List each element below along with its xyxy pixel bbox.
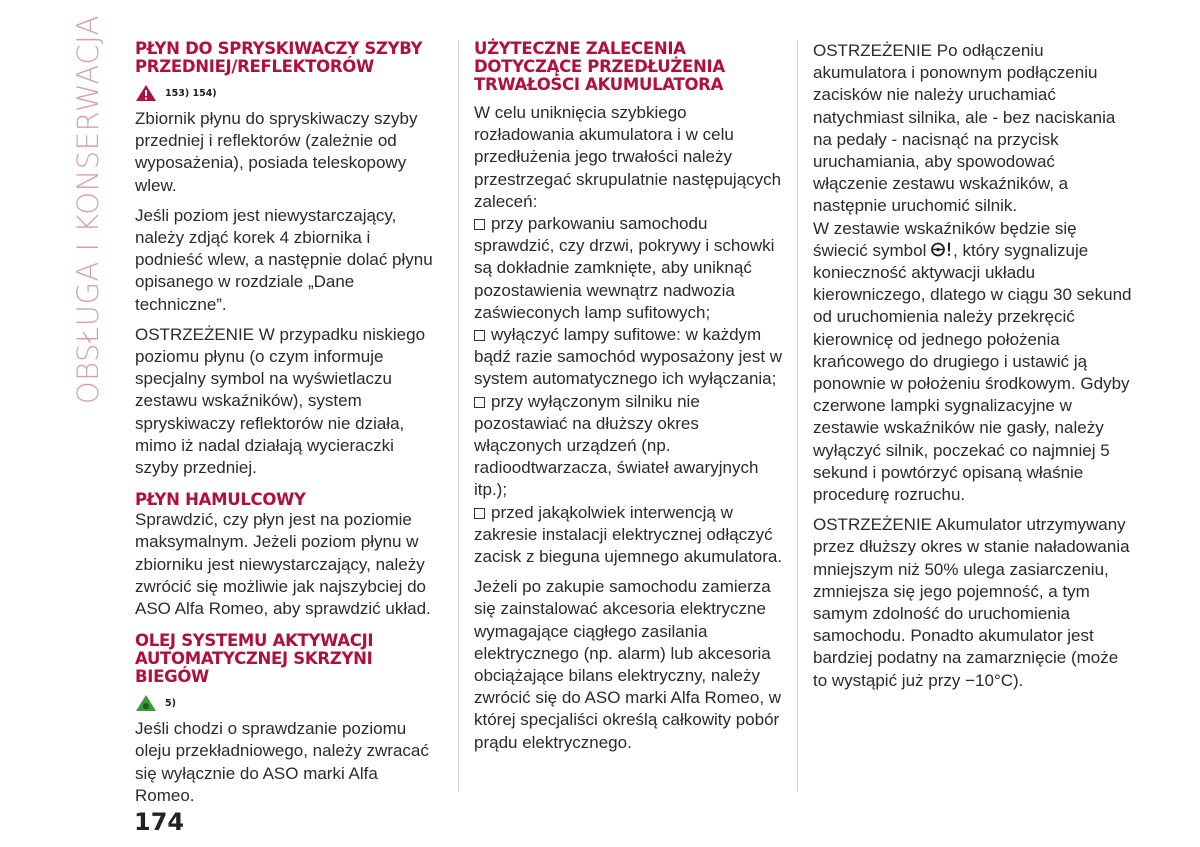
environment-icon bbox=[135, 694, 157, 712]
paragraph: Jeśli poziom jest niewystarczający, należy zdjąć korek 4 zbiornika i podnieść wlew, a następnie dolać płynu opisanego w rozdziale „Dane techniczne”. bbox=[135, 205, 433, 314]
column-divider bbox=[458, 40, 459, 792]
column-3 bbox=[813, 40, 1133, 692]
battery-tips-heading: UŻYTECZNE ZALECENIA DOTYCZĄCE PRZEDŁUŻENIA TRWAŁOŚCI AKUMULATORA bbox=[474, 39, 725, 94]
list-item: przed jakąkolwiek interwencją w zakresie instalacji elektrycznej odłączyć zacisk z bieguna ujemnego akumulatora. bbox=[474, 502, 783, 567]
checkbox-bullet-icon bbox=[474, 330, 485, 341]
side-section-title: OBSŁUGA I KONSERWACJA bbox=[71, 15, 105, 405]
paragraph: W celu uniknięcia szybkiego rozładowania akumulatora i w celu przedłużenia jego trwałości należy przestrzegać skrupulatnie następujących zaleceń: bbox=[474, 103, 782, 211]
washer-fluid-heading: PŁYN DO SPRYSKIWACZY SZYBY PRZEDNIEJ/REFLEKTORÓW bbox=[135, 39, 423, 76]
list-item: przy wyłączonym silniku nie pozostawiać na dłuższy okres włączonych urządzeń (np. radioodtwarzacza, świateł awaryjnych itp.); bbox=[474, 391, 759, 500]
warning-references: 153) 154) bbox=[135, 80, 440, 106]
page-number: 174 bbox=[134, 808, 185, 836]
paragraph: Jeśli chodzi o sprawdzanie poziomu oleju przekładniowego, należy zwracać się wyłącznie do ASO marki Alfa Romeo. bbox=[135, 719, 429, 805]
checkbox-bullet-icon bbox=[474, 508, 485, 519]
list-item: przy parkowaniu samochodu sprawdzić, czy drzwi, pokrywy i schowki są dokładnie zamknięte, aby uniknąć pozostawienia wewnątrz nadwozia zaświeconych lamp sufitowych; bbox=[474, 214, 775, 322]
brake-fluid-heading: PŁYN HAMULCOWY bbox=[135, 490, 306, 510]
column-2 bbox=[474, 40, 784, 754]
column-1 bbox=[135, 40, 440, 807]
warning-paragraph: OSTRZEŻENIE Po odłączeniu akumulatora i ponownym podłączeniu zacisków nie należy uruchamiać natychmiast silnika, ale - bez naciskania na pedały - nacisnąć na przycisk uruchamiania, aby spowodować włączenie zestawu wskaźników, a następnie uruchomić silnik. bbox=[813, 41, 1116, 216]
column-divider bbox=[797, 40, 798, 792]
warning-triangle-icon bbox=[135, 84, 157, 102]
paragraph: Sprawdzić, czy płyn jest na poziomie maksymalnym. Jeżeli poziom płynu w zbiorniku jest niewystarczający, należy zwrócić się możliwie jak najszybciej do ASO Alfa Romeo, aby sprawdzić układ. bbox=[135, 510, 431, 619]
checkbox-bullet-icon bbox=[474, 397, 485, 408]
warning-paragraph: OSTRZEŻENIE W przypadku niskiego poziomu płynu (o czym informuje specjalny symbol na wyświetlaczu zestawu wskaźników), system spryskiwaczy reflektorów nie działa, mimo iż nadal działają wycieraczki szyby przedniej. bbox=[135, 324, 426, 478]
paragraph: Zbiornik płynu do spryskiwaczy szyby przedniej i reflektorów (zależnie od wyposażenia), posiada teleskopowy wlew. bbox=[135, 109, 418, 195]
environment-references: 5) bbox=[135, 690, 440, 716]
transmission-oil-heading: OLEJ SYSTEMU AKTYWACJI AUTOMATYCZNEJ SKRZYNI BIEGÓW bbox=[135, 631, 374, 687]
paragraph: W zestawie wskaźników będzie się świecić symbol , który sygnalizuje konieczność aktywacji układu kierowniczego, dlatego w ciągu 30 sekund od uruchomienia należy przekręcić kierownicę od jednego położenia krańcowego do drugiego i ustawić ją ponownie w położeniu środkowym. Gdyby czerwone lampki sygnalizacyjne w zestawie wskaźników nie gasły, należy wyłączyć silnik, poczekać co najmniej 5 sekund i powtórzyć opisaną właśnie procedurę rozruchu. bbox=[813, 218, 1132, 505]
warning-paragraph: OSTRZEŻENIE Akumulator utrzymywany przez dłuższy okres w stanie naładowania mniejszym niż 50% ulega zasiarczeniu, zmniejsza się jego pojemność, a tym samym zdolność do uruchomienia samochodu. Ponadto akumulator jest bardziej podatny na zamarznięcie (może to wystąpić już przy −10°C). bbox=[813, 515, 1130, 690]
paragraph: Jeżeli po zakupie samochodu zamierza się zainstalować akcesoria elektryczne wymagające ciągłego zasilania elektrycznego (np. alarm) lub akcesoria obciążające bilans elektryczny, należy zwrócić się do ASO marki Alfa Romeo, w której specjaliści określą całkowity pobór prądu elektrycznego. bbox=[474, 577, 782, 752]
steering-warning-icon bbox=[931, 241, 953, 258]
list-item: wyłączyć lampy sufitowe: w każdym bądź razie samochód wyposażony jest w system automatycznego ich wyłączania; bbox=[474, 325, 783, 389]
checkbox-bullet-icon bbox=[474, 219, 485, 230]
